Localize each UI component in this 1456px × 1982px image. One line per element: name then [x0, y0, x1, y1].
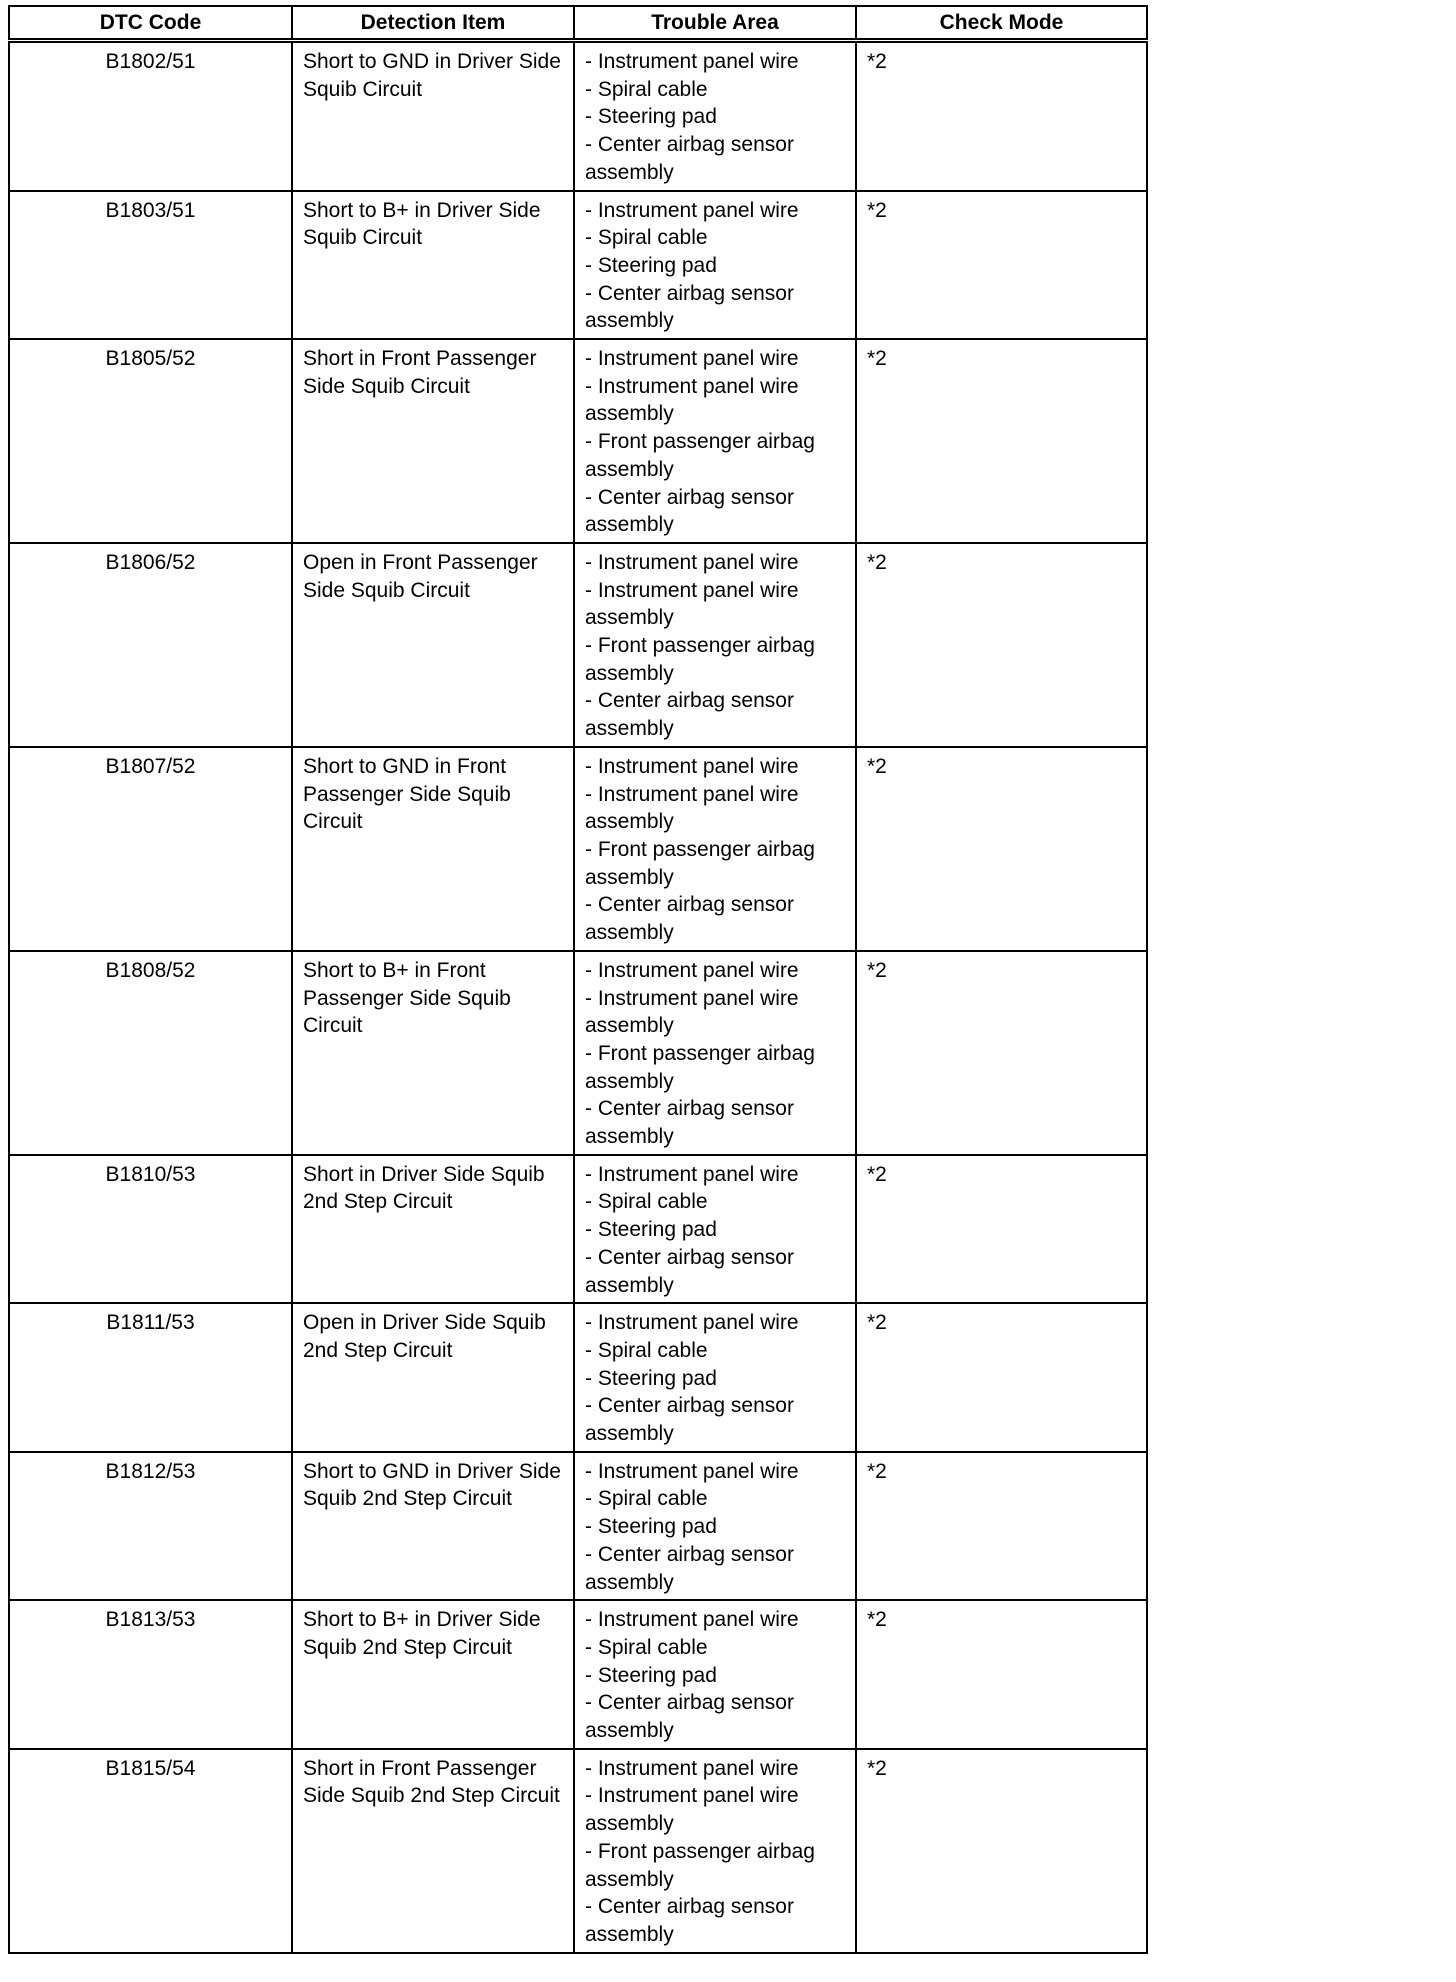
trouble-area-cell: [574, 1452, 856, 1601]
detection-item-cell: Short to GND in Driver Side Squib Circuit: [292, 41, 574, 191]
trouble-area-line: - Center airbag sensor assembly: [585, 1895, 794, 1946]
table-row: [9, 41, 1147, 191]
trouble-area-cell: [574, 191, 856, 340]
trouble-area-line: - Steering pad: [585, 1663, 717, 1687]
detection-item-cell: Short to GND in Driver Side Squib 2nd Step Circuit: [292, 1452, 574, 1601]
detection-item-cell: Open in Front Passenger Side Squib Circuit: [292, 543, 574, 747]
trouble-area-cell: [574, 543, 856, 747]
dtc-code-cell: B1803/51: [9, 191, 292, 340]
detection-item-cell: Short to B+ in Driver Side Squib Circuit: [292, 191, 574, 340]
trouble-area-line: - Front passenger airbag assembly: [585, 430, 815, 481]
trouble-area-line: - Instrument panel wire assembly: [585, 782, 799, 834]
trouble-area-line: - Center airbag sensor assembly: [585, 689, 794, 741]
trouble-area-line: - Spiral cable: [585, 226, 708, 250]
trouble-area-line: - Front passenger airbag assembly: [585, 837, 815, 889]
trouble-area-line: - Center airbag sensor assembly: [585, 1097, 794, 1149]
detection-item-cell: Short to GND in Front Passenger Side Squib Circuit: [292, 747, 574, 951]
check-mode-cell: *2: [856, 747, 1147, 951]
table-row: [9, 1155, 1147, 1304]
trouble-area-line: - Spiral cable: [585, 1190, 708, 1214]
trouble-area-line: - Spiral cable: [585, 1338, 708, 1362]
header-trouble-area: Trouble Area: [574, 6, 856, 41]
trouble-area-line: - Instrument panel wire: [585, 1459, 799, 1483]
check-mode-cell: *2: [856, 1155, 1147, 1304]
check-mode-cell: *2: [856, 543, 1147, 747]
check-mode-cell: *2: [856, 191, 1147, 340]
table-header: [9, 6, 1147, 41]
table-row: [9, 191, 1147, 340]
table-row: [9, 1303, 1147, 1452]
trouble-area-line: - Instrument panel wire assembly: [585, 374, 799, 426]
check-mode-cell: *2: [856, 41, 1147, 191]
trouble-area-line: - Instrument panel wire: [585, 754, 799, 778]
trouble-area-line: - Spiral cable: [585, 1487, 708, 1511]
check-mode-cell: *2: [856, 1452, 1147, 1601]
trouble-area-line: - Steering pad: [585, 253, 717, 277]
trouble-area-line: - Instrument panel wire: [585, 198, 799, 222]
trouble-area-cell: [574, 1303, 856, 1452]
dtc-code-cell: B1806/52: [9, 543, 292, 747]
detection-item-cell: Short in Driver Side Squib 2nd Step Circuit: [292, 1155, 574, 1304]
trouble-area-line: - Front passenger airbag assembly: [585, 1839, 815, 1891]
trouble-area-line: - Center airbag sensor assembly: [585, 1542, 794, 1594]
check-mode-cell: *2: [856, 339, 1147, 543]
trouble-area-cell: [574, 747, 856, 951]
dtc-code-cell: B1802/51: [9, 41, 292, 191]
trouble-area-cell: [574, 1600, 856, 1749]
trouble-area-cell: [574, 41, 856, 191]
trouble-area-cell: [574, 1155, 856, 1304]
dtc-code-cell: B1813/53: [9, 1600, 292, 1749]
trouble-area-line: - Center airbag sensor assembly: [585, 893, 794, 945]
trouble-area-line: - Instrument panel wire: [585, 1608, 799, 1632]
trouble-area-cell: [574, 1749, 856, 1953]
trouble-area-line: - Instrument panel wire: [585, 1311, 799, 1335]
trouble-area-line: - Center airbag sensor assembly: [585, 1394, 794, 1446]
table-row: [9, 1452, 1147, 1601]
dtc-code-cell: B1805/52: [9, 339, 292, 543]
detection-item-cell: Short to B+ in Front Passenger Side Squib Circuit: [292, 951, 574, 1155]
table-row: [9, 747, 1147, 951]
detection-item-cell: Short in Front Passenger Side Squib Circuit: [292, 339, 574, 543]
trouble-area-line: - Steering pad: [585, 1366, 717, 1390]
dtc-code-cell: B1811/53: [9, 1303, 292, 1452]
header-dtc-code: DTC Code: [9, 6, 292, 41]
table-row: [9, 1749, 1147, 1953]
trouble-area-line: - Center airbag sensor assembly: [585, 1245, 794, 1297]
trouble-area-line: - Spiral cable: [585, 1635, 708, 1659]
dtc-code-cell: B1808/52: [9, 951, 292, 1155]
trouble-area-line: - Spiral cable: [585, 77, 708, 101]
trouble-area-line: - Front passenger airbag assembly: [585, 1041, 815, 1093]
header-row: [9, 6, 1147, 41]
trouble-area-line: - Center airbag sensor assembly: [585, 281, 794, 333]
check-mode-cell: *2: [856, 1303, 1147, 1452]
check-mode-cell: *2: [856, 951, 1147, 1155]
table-row: [9, 951, 1147, 1155]
trouble-area-line: - Instrument panel wire: [585, 958, 799, 982]
trouble-area-line: - Instrument panel wire: [585, 1162, 799, 1186]
header-check-mode: Check Mode: [856, 6, 1147, 41]
detection-item-cell: Short to B+ in Driver Side Squib 2nd Step Circuit: [292, 1600, 574, 1749]
check-mode-cell: *2: [856, 1600, 1147, 1749]
table-body: [9, 41, 1147, 1953]
trouble-area-line: - Instrument panel wire assembly: [585, 986, 799, 1038]
dtc-code-cell: B1812/53: [9, 1452, 292, 1601]
check-mode-cell: *2: [856, 1749, 1147, 1953]
trouble-area-line: - Center airbag sensor assembly: [585, 485, 794, 537]
trouble-area-line: - Steering pad: [585, 1515, 717, 1539]
trouble-area-line: - Instrument panel wire assembly: [585, 1784, 799, 1836]
trouble-area-line: - Front passenger airbag assembly: [585, 634, 815, 685]
table-row: [9, 339, 1147, 543]
table-row: [9, 543, 1147, 747]
trouble-area-line: - Instrument panel wire: [585, 550, 799, 574]
detection-item-cell: Short in Front Passenger Side Squib 2nd Step Circuit: [292, 1749, 574, 1953]
trouble-area-cell: [574, 339, 856, 543]
dtc-code-cell: B1810/53: [9, 1155, 292, 1304]
trouble-area-line: - Center airbag sensor assembly: [585, 133, 794, 184]
trouble-area-cell: [574, 951, 856, 1155]
trouble-area-line: - Instrument panel wire assembly: [585, 578, 799, 630]
trouble-area-line: - Steering pad: [585, 105, 717, 129]
detection-item-cell: Open in Driver Side Squib 2nd Step Circuit: [292, 1303, 574, 1452]
trouble-area-line: - Steering pad: [585, 1218, 717, 1242]
dtc-table: [8, 5, 1148, 1954]
header-detection-item: Detection Item: [292, 6, 574, 41]
table-row: [9, 1600, 1147, 1749]
dtc-code-cell: B1807/52: [9, 747, 292, 951]
trouble-area-line: - Instrument panel wire: [585, 1756, 799, 1780]
trouble-area-line: - Instrument panel wire: [585, 347, 799, 371]
trouble-area-line: - Center airbag sensor assembly: [585, 1691, 794, 1743]
dtc-code-cell: B1815/54: [9, 1749, 292, 1953]
trouble-area-line: - Instrument panel wire: [585, 50, 799, 73]
